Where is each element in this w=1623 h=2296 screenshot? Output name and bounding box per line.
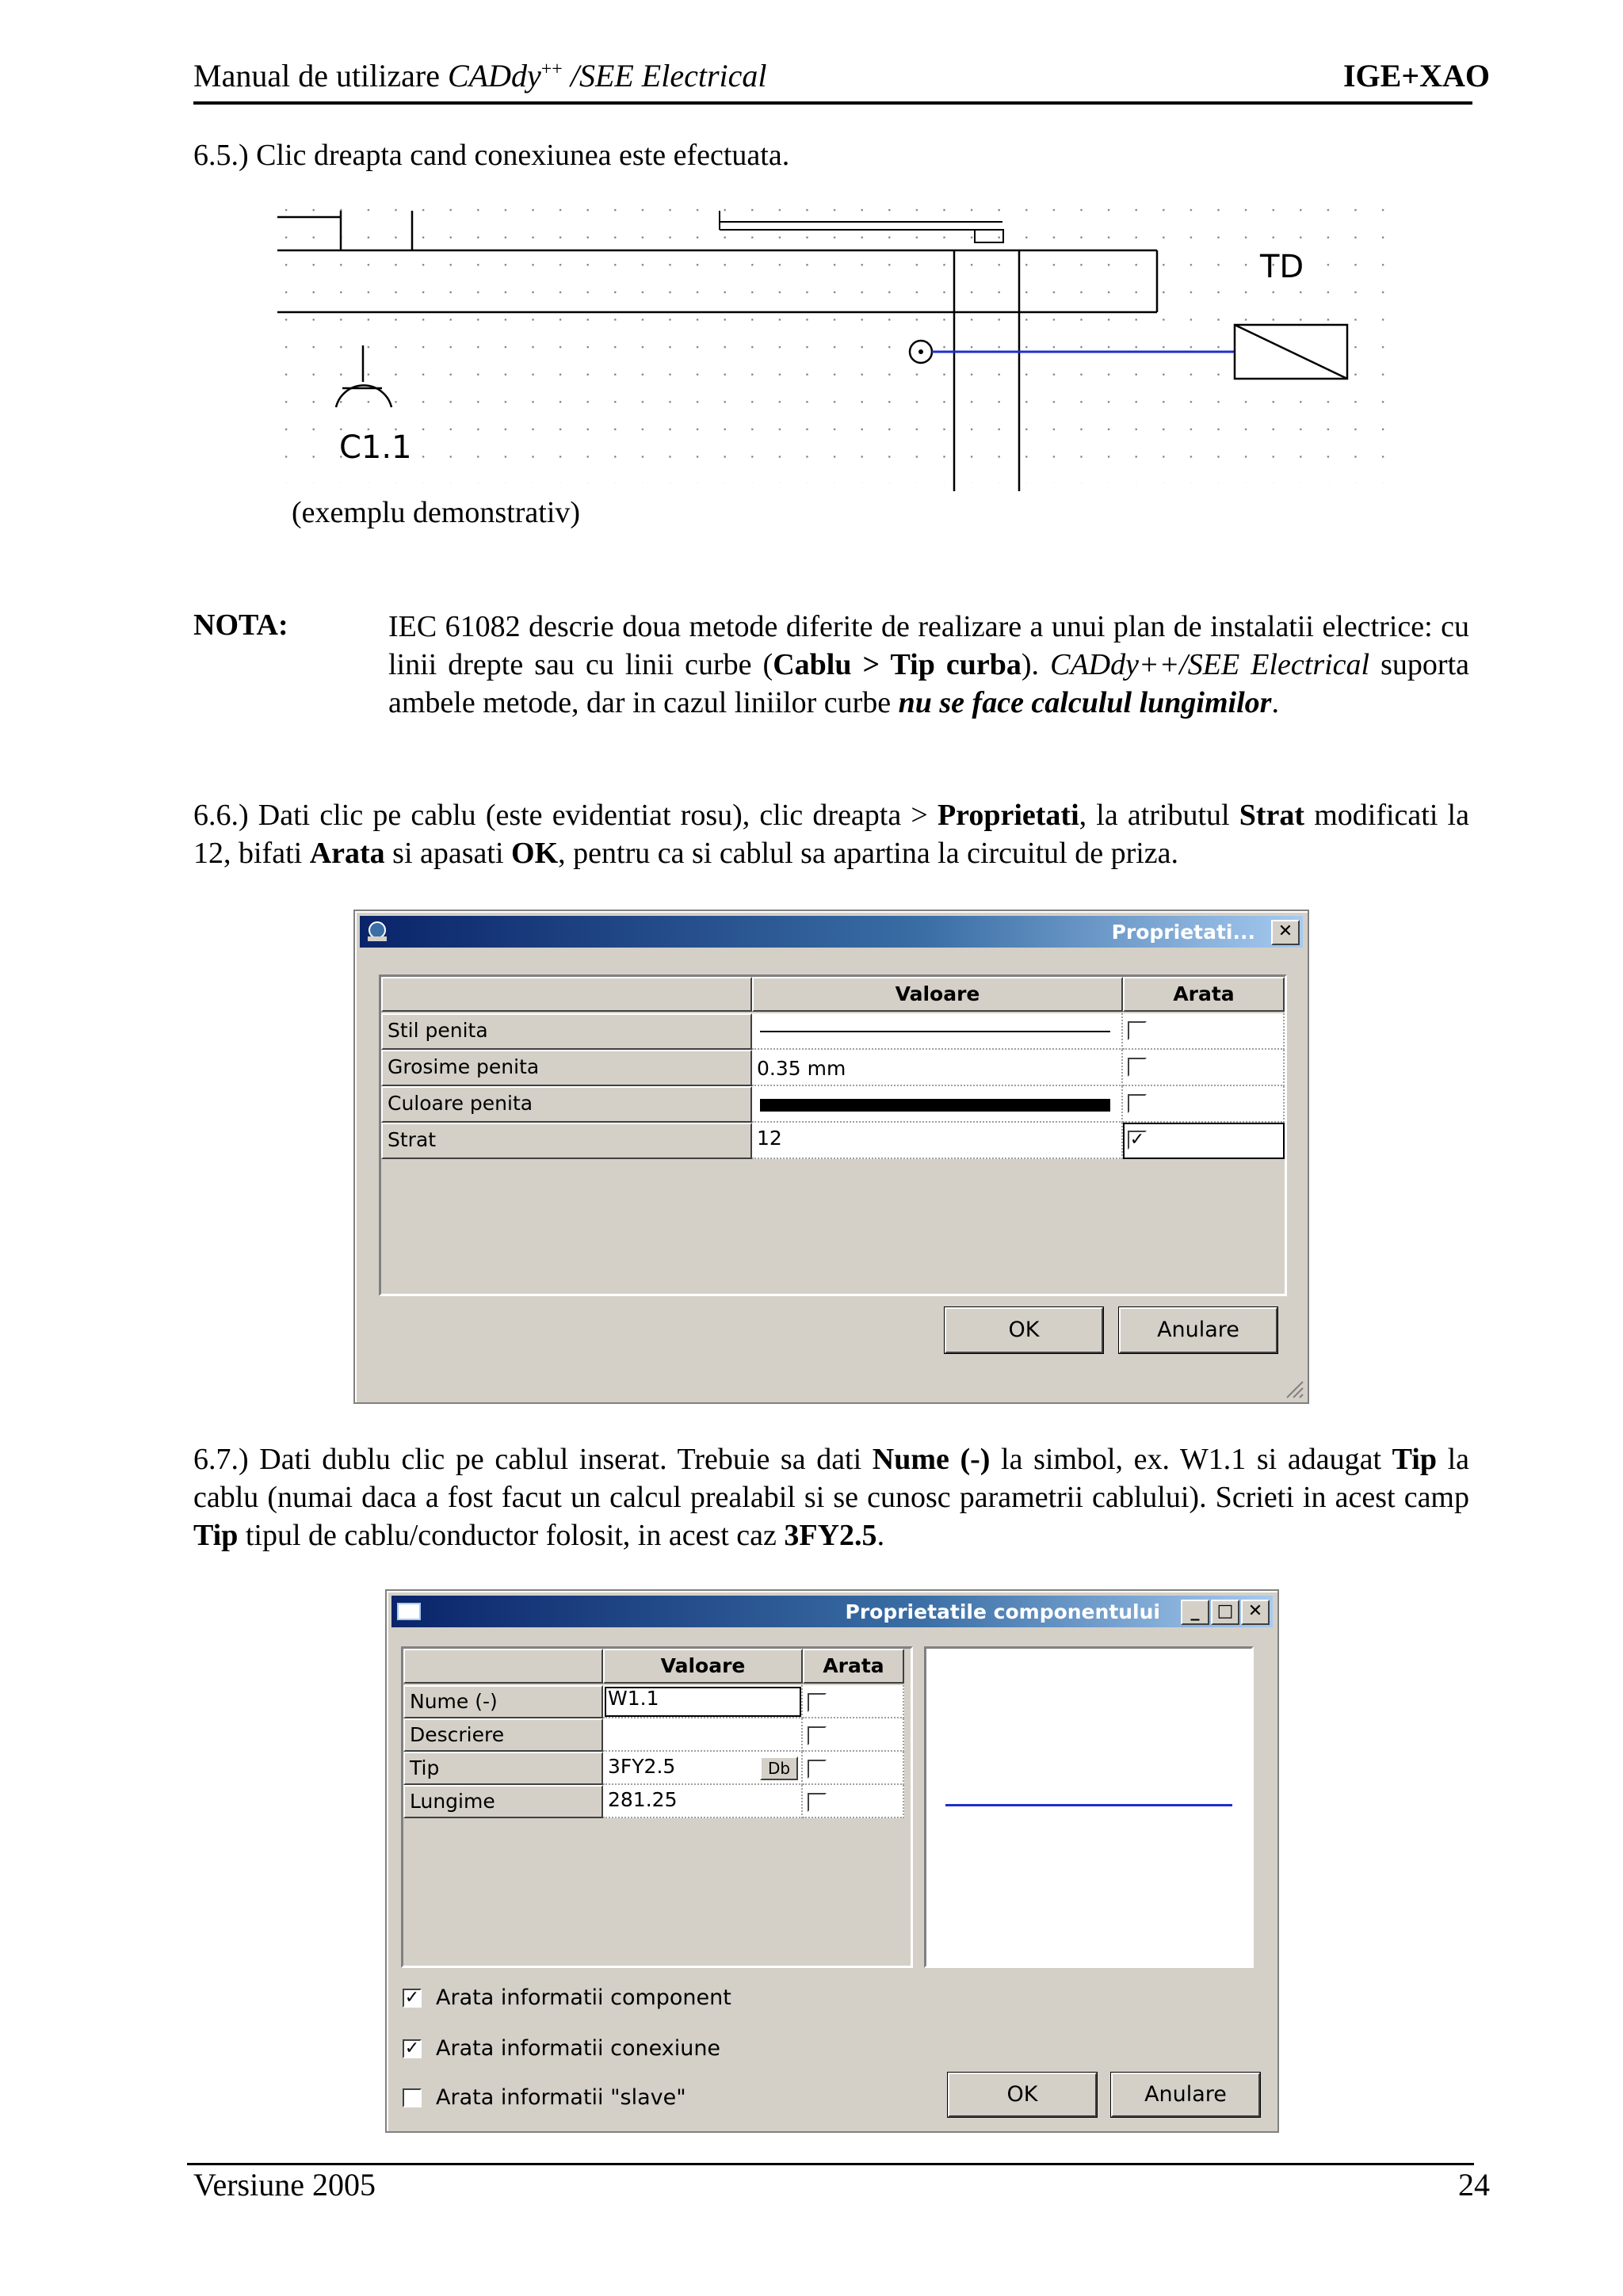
name-field[interactable]: W1.1 <box>603 1685 803 1718</box>
grid-dots <box>277 206 1387 483</box>
figure-caption: (exemplu demonstrativ) <box>292 496 581 529</box>
close-button[interactable]: ✕ <box>1241 1600 1270 1625</box>
type-value: 3FY2.5 <box>608 1755 676 1778</box>
row-label-pen-thickness: Grosime penita <box>381 1050 752 1086</box>
row-label-length: Lungime <box>403 1785 603 1818</box>
window-icon <box>396 1600 422 1623</box>
layer-field[interactable]: 12 <box>752 1123 1123 1159</box>
length-show-checkbox[interactable] <box>808 1793 827 1812</box>
dialog2-title: Proprietatile componentului <box>845 1600 1160 1623</box>
show-connection-info-checkbox[interactable]: ✓ <box>403 2039 422 2058</box>
type-show-checkbox[interactable] <box>808 1760 827 1779</box>
header-sup: ++ <box>540 59 563 80</box>
cable-preview-line <box>945 1804 1232 1806</box>
col-header-show[interactable]: Arata <box>803 1649 904 1684</box>
name-show-checkbox[interactable] <box>808 1693 827 1712</box>
dialog2-property-grid <box>401 1646 913 1968</box>
pen-color-swatch <box>760 1099 1110 1112</box>
col-header-value[interactable]: Valoare <box>603 1649 803 1684</box>
cancel-button[interactable]: Anulare <box>1111 2073 1260 2117</box>
dialog1-titlebar[interactable] <box>360 916 1303 948</box>
c11-label: C1.1 <box>339 429 412 466</box>
dialog1-property-grid <box>379 974 1287 1296</box>
pen-style-field[interactable] <box>752 1013 1123 1050</box>
resize-grip-icon[interactable] <box>1282 1377 1304 1399</box>
row-label-pen-style: Stil penita <box>381 1013 752 1050</box>
pen-style-preview <box>760 1031 1110 1032</box>
row-label-pen-color: Culoare penita <box>381 1086 752 1123</box>
show-slave-info-label: Arata informatii "slave" <box>436 2085 686 2110</box>
header-prefix: Manual de utilizare <box>193 58 448 93</box>
show-component-info-label: Arata informatii component <box>436 1985 731 2010</box>
step-6-7-text: 6.7.) Dati dublu clic pe cablul inserat. Trebuie sa dati Nume (-) la simbol, ex. W1.1 si adaugat Tip la cablu (numai daca a fost facut un calcul prealabil si se cunosc parametrii cablului). Scrieti in acest camp Tip tipul de cablu/conductor folosit, in acest caz 3FY2.5. <box>193 1443 1469 1552</box>
dialog1-title: Proprietati... <box>1111 921 1255 944</box>
type-field[interactable] <box>603 1752 803 1785</box>
col-header-value[interactable]: Valoare <box>752 977 1123 1012</box>
nota-body: IEC 61082 descrie doua metode diferite de realizare a unui plan de instalatii electrice: cu linii drepte sau cu linii curbe (Cablu > Tip curba). CADdy++/SEE Electrical suporta ambele metode, dar in cazul liniilor curbe nu se face calculul lungimilor. <box>388 610 1469 719</box>
footer-version: Versiune 2005 <box>193 2167 376 2203</box>
pen-color-field[interactable] <box>752 1086 1123 1123</box>
maximize-button[interactable]: □ <box>1211 1600 1239 1625</box>
td-label: TD <box>1260 249 1304 285</box>
pen-thickness-show-checkbox[interactable] <box>1128 1058 1147 1077</box>
row-label-layer: Strat <box>381 1123 752 1159</box>
row-label-name: Nume (-) <box>403 1685 603 1718</box>
ok-button[interactable]: OK <box>948 2073 1097 2117</box>
app-icon <box>365 921 390 943</box>
show-slave-info-checkbox[interactable] <box>403 2088 422 2107</box>
footer-rule <box>187 2163 1474 2165</box>
header-rule <box>193 101 1472 105</box>
header-suffix: /SEE Electrical <box>562 58 767 93</box>
minimize-button[interactable]: _ <box>1181 1600 1209 1625</box>
cancel-button[interactable]: Anulare <box>1119 1307 1277 1353</box>
component-properties-dialog <box>385 1589 1279 2133</box>
pen-thickness-field[interactable]: 0.35 mm <box>752 1050 1123 1086</box>
page-number: 24 <box>1458 2167 1490 2203</box>
row-label-type: Tip <box>403 1752 603 1785</box>
col-header-show[interactable]: Arata <box>1123 977 1285 1012</box>
show-connection-info-label: Arata informatii conexiune <box>436 2036 721 2061</box>
header-title <box>193 57 767 94</box>
nota-label: NOTA: <box>193 608 288 642</box>
layer-show-checkbox[interactable]: ✓ <box>1128 1131 1147 1150</box>
step-6-5-text: 6.5.) Clic dreapta cand conexiunea este efectuata. <box>193 139 790 172</box>
schematic-diagram <box>277 198 1387 499</box>
dialog2-titlebar[interactable] <box>391 1596 1273 1627</box>
pen-style-show-checkbox[interactable] <box>1128 1021 1147 1040</box>
length-field[interactable]: 281.25 <box>603 1785 803 1818</box>
description-show-checkbox[interactable] <box>808 1726 827 1745</box>
header-company: IGE+XAO <box>1342 58 1490 93</box>
db-button[interactable]: Db <box>760 1756 798 1780</box>
symbol-preview <box>924 1646 1254 1968</box>
close-button[interactable]: ✕ <box>1271 920 1300 945</box>
header-product: CADdy <box>447 58 541 93</box>
show-component-info-checkbox[interactable]: ✓ <box>403 1989 422 2008</box>
properties-dialog <box>353 910 1309 1404</box>
description-field[interactable] <box>603 1718 803 1752</box>
ok-button[interactable]: OK <box>945 1307 1103 1353</box>
row-label-description: Descriere <box>403 1718 603 1752</box>
step-6-6-text: 6.6.) Dati clic pe cablu (este evidentiat rosu), clic dreapta > Proprietati, la atributul Strat modificati la 12, bifati Arata si apasati OK, pentru ca si cablul sa apartina la circuitul de priza. <box>193 799 1469 870</box>
pen-color-show-checkbox[interactable] <box>1128 1094 1147 1113</box>
